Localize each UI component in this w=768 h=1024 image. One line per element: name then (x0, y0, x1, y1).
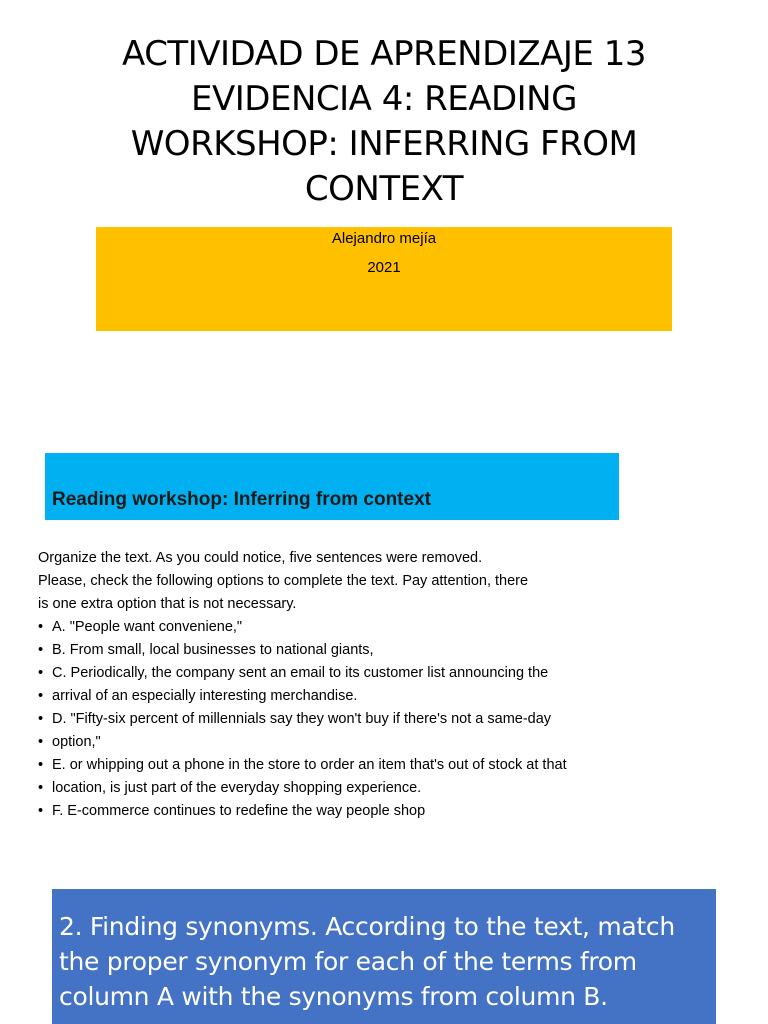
option-item: • arrival of an especially interesting merchandise. (38, 685, 658, 708)
option-item: • location, is just part of the everyday shopping experience. (38, 777, 658, 800)
options-list (38, 616, 658, 823)
option-item: • E. or whipping out a phone in the store to order an item that's out of stock at that (38, 754, 658, 777)
synonyms-box (52, 889, 716, 1024)
instruction-line: Organize the text. As you could notice, five sentences were removed. (38, 550, 483, 566)
section-heading: Reading workshop: Inferring from context (52, 489, 431, 510)
synonyms-instruction: 2. Finding synonyms. According to the text, match the proper synonym for each of the terms from column A with the synonyms from column B. (59, 912, 675, 1011)
option-item: • A. "People want conveniene," (38, 616, 658, 639)
option-item: • D. "Fifty-six percent of millennials say they won't buy if there's not a same-day (38, 708, 658, 731)
instruction-line: is one extra option that is not necessary. (38, 596, 297, 612)
option-item: • option," (38, 731, 658, 754)
instruction-line: Please, check the following options to complete the text. Pay attention, there (38, 573, 529, 589)
section-heading-box (45, 453, 619, 520)
author-name: Alejandro mejía (331, 230, 437, 247)
author-box (96, 227, 672, 331)
slide-title: ACTIVIDAD DE APRENDIZAJE 13 EVIDENCIA 4: READING WORKSHOP: INFERRING FROM CONTEXT (122, 34, 646, 209)
author-year: 2021 (367, 259, 401, 276)
instructions-block (38, 547, 658, 823)
option-item: • C. Periodically, the company sent an email to its customer list announcing the (38, 662, 658, 685)
option-item: • B. From small, local businesses to national giants, (38, 639, 658, 662)
option-item: • F. E-commerce continues to redefine the way people shop (38, 800, 658, 823)
